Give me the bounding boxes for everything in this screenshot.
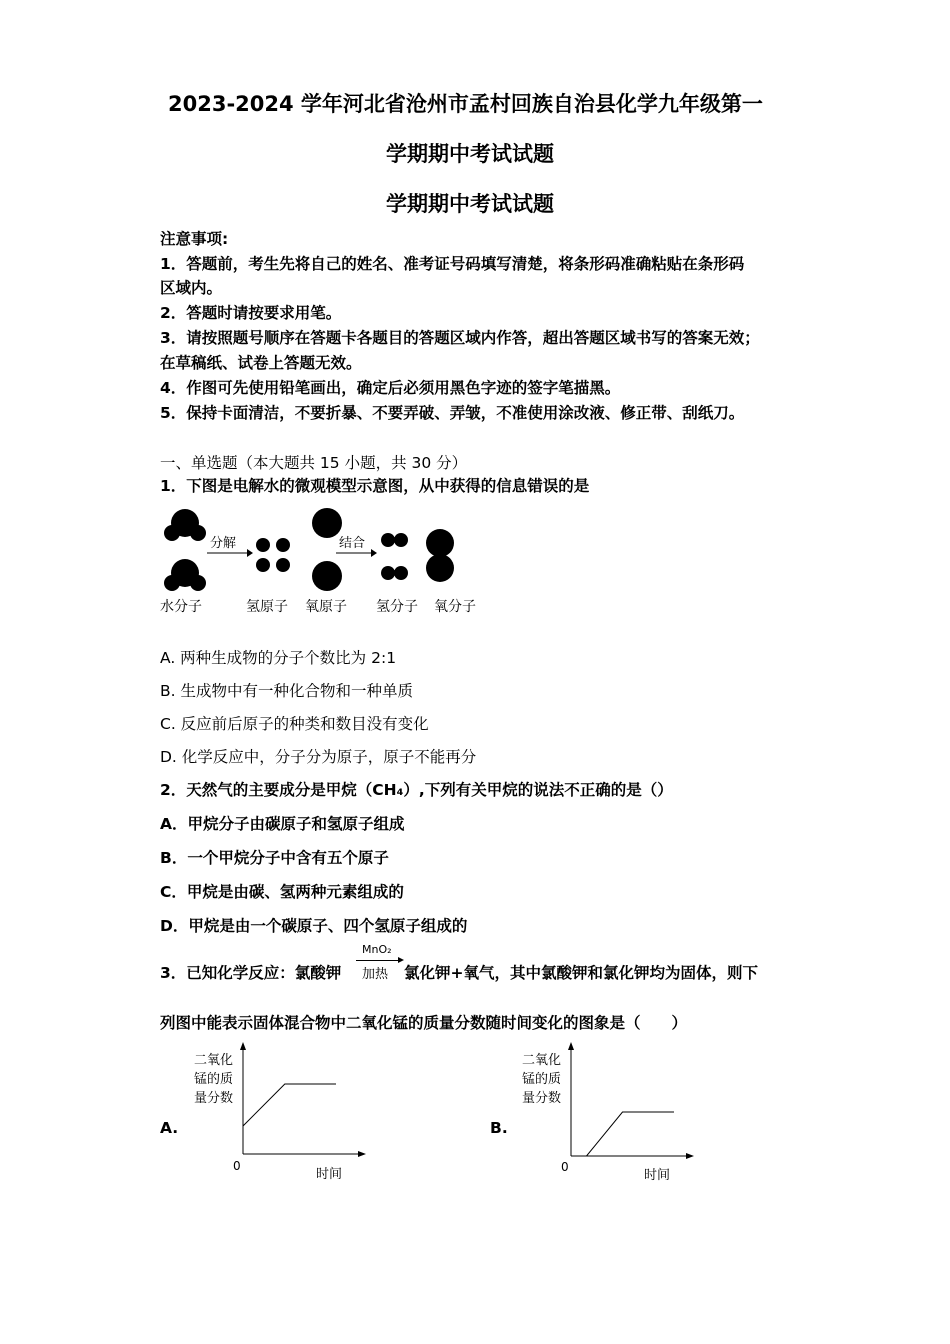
label-oxygen-atom: 氧原子 xyxy=(305,599,347,615)
section-heading: 一、单选题（本大题共 15 小题，共 30 分） xyxy=(160,454,468,472)
hydrogen-molecule-atom xyxy=(394,566,408,580)
question-1-option-d: D. 化学反应中，分子分为原子，原子不能再分 xyxy=(160,748,477,766)
graph-b xyxy=(516,1040,726,1185)
electrolysis-diagram xyxy=(150,503,510,618)
oxygen-atom xyxy=(312,508,342,538)
graph-b-ylabel-2: 锰的质 xyxy=(522,1072,562,1087)
question-2-option-c: C．甲烷是由碳、氢两种元素组成的 xyxy=(160,883,404,901)
graph-a-ylabel-3: 量分数 xyxy=(194,1091,234,1106)
water-molecule-bottom-h-right xyxy=(190,575,206,591)
graph-a xyxy=(188,1040,398,1185)
question-1-option-a: A. 两种生成物的分子个数比为 2:1 xyxy=(160,649,397,667)
arrow-decompose-label: 分解 xyxy=(210,536,237,551)
title-line-2: 学期期中考试试题 xyxy=(386,142,554,166)
graph-b-ylabel-1: 二氧化 xyxy=(522,1053,562,1068)
title-line-1: 2023-2024 学年河北省沧州市孟村回族自治县化学九年级第一 xyxy=(168,92,763,116)
catalyst-label: MnO₂ xyxy=(362,943,392,956)
question-3-stem-line-2: 列图中能表示固体混合物中二氧化锰的质量分数随时间变化的图象是（ ） xyxy=(160,1014,688,1032)
water-molecule-bottom-h-left xyxy=(164,575,180,591)
graph-a-ylabel-2: 锰的质 xyxy=(194,1072,234,1087)
question-2-option-a: A．甲烷分子由碳原子和氢原子组成 xyxy=(160,815,405,833)
reaction-condition xyxy=(356,943,404,983)
label-hydrogen-molecule: 氢分子 xyxy=(376,599,418,615)
question-1-option-c: C. 反应前后原子的种类和数目没有变化 xyxy=(160,715,429,733)
graph-a-option-label: A. xyxy=(160,1119,179,1137)
graph-a-origin: 0 xyxy=(233,1159,241,1173)
notes-item: 3．请按照题号顺序在答题卡各题目的答题区域内作答，超出答题区域书写的答案无效； xyxy=(160,329,760,347)
notes-item: 5．保持卡面清洁，不要折暴、不要弄破、弄皱，不准使用涂改液、修正带、刮纸刀。 xyxy=(160,404,745,422)
graph-a-xlabel: 时间 xyxy=(316,1167,343,1182)
hydrogen-atom xyxy=(276,558,290,572)
graph-a-series-line xyxy=(243,1084,336,1126)
graph-b-xlabel: 时间 xyxy=(644,1168,671,1183)
label-hydrogen-atom: 氢原子 xyxy=(246,599,288,615)
condition-label: 加热 xyxy=(362,967,389,982)
question-2-stem: 2．天然气的主要成分是甲烷（CH₄）,下列有关甲烷的说法不正确的是（） xyxy=(160,781,673,799)
arrow-combine-label: 结合 xyxy=(339,536,366,551)
question-3-stem-end: 氯化钾+氧气，其中氯酸钾和氯化钾均为固体，则下 xyxy=(404,964,758,982)
label-water-molecule: 水分子 xyxy=(160,599,202,615)
graph-b-option-label: B. xyxy=(490,1119,508,1137)
hydrogen-molecule-atom xyxy=(381,566,395,580)
hydrogen-molecule-atom xyxy=(381,533,395,547)
water-molecule-top-h-left xyxy=(164,525,180,541)
notes-item: 2．答题时请按要求用笔。 xyxy=(160,304,342,322)
graph-b-series-line xyxy=(571,1112,674,1156)
question-3-stem-start: 3．已知化学反应：氯酸钾 xyxy=(160,964,342,982)
oxygen-molecule-atom xyxy=(426,554,454,582)
graph-a-y-arrow xyxy=(240,1042,246,1050)
hydrogen-molecule-atom xyxy=(394,533,408,547)
water-molecule-top-h-right xyxy=(190,525,206,541)
question-2-option-b: B．一个甲烷分子中含有五个原子 xyxy=(160,849,389,867)
notes-item: 区域内。 xyxy=(160,279,223,297)
graph-b-origin: 0 xyxy=(561,1160,569,1174)
oxygen-molecule-atom xyxy=(426,529,454,557)
notes-item: 在草稿纸、试卷上答题无效。 xyxy=(160,354,362,372)
question-1-option-b: B. 生成物中有一种化合物和一种单质 xyxy=(160,682,413,700)
notes-item: 1．答题前，考生先将自己的姓名、准考证号码填写清楚，将条形码准确粘贴在条形码 xyxy=(160,255,745,273)
notes-heading: 注意事项: xyxy=(160,230,229,248)
hydrogen-atom xyxy=(276,538,290,552)
question-1-stem: 1．下图是电解水的微观模型示意图，从中获得的信息错误的是 xyxy=(160,477,590,495)
oxygen-atom xyxy=(312,561,342,591)
question-2-option-d: D．甲烷是由一个碳原子、四个氢原子组成的 xyxy=(160,917,468,935)
reaction-arrow-line xyxy=(356,960,400,961)
hydrogen-atom xyxy=(256,558,270,572)
graph-b-ylabel-3: 量分数 xyxy=(522,1091,562,1106)
graph-a-ylabel-1: 二氧化 xyxy=(194,1053,234,1068)
label-oxygen-molecule: 氧分子 xyxy=(434,599,476,615)
arrow-decompose-head xyxy=(247,549,253,557)
title-line-3: 学期期中考试试题 xyxy=(386,192,554,216)
notes-item: 4．作图可先使用铅笔画出，确定后必须用黑色字迹的签字笔描黑。 xyxy=(160,379,621,397)
arrow-combine-head xyxy=(371,549,377,557)
graph-b-x-arrow xyxy=(686,1153,694,1159)
graph-a-x-arrow xyxy=(358,1151,366,1157)
graph-b-y-arrow xyxy=(568,1042,574,1050)
hydrogen-atom xyxy=(256,538,270,552)
